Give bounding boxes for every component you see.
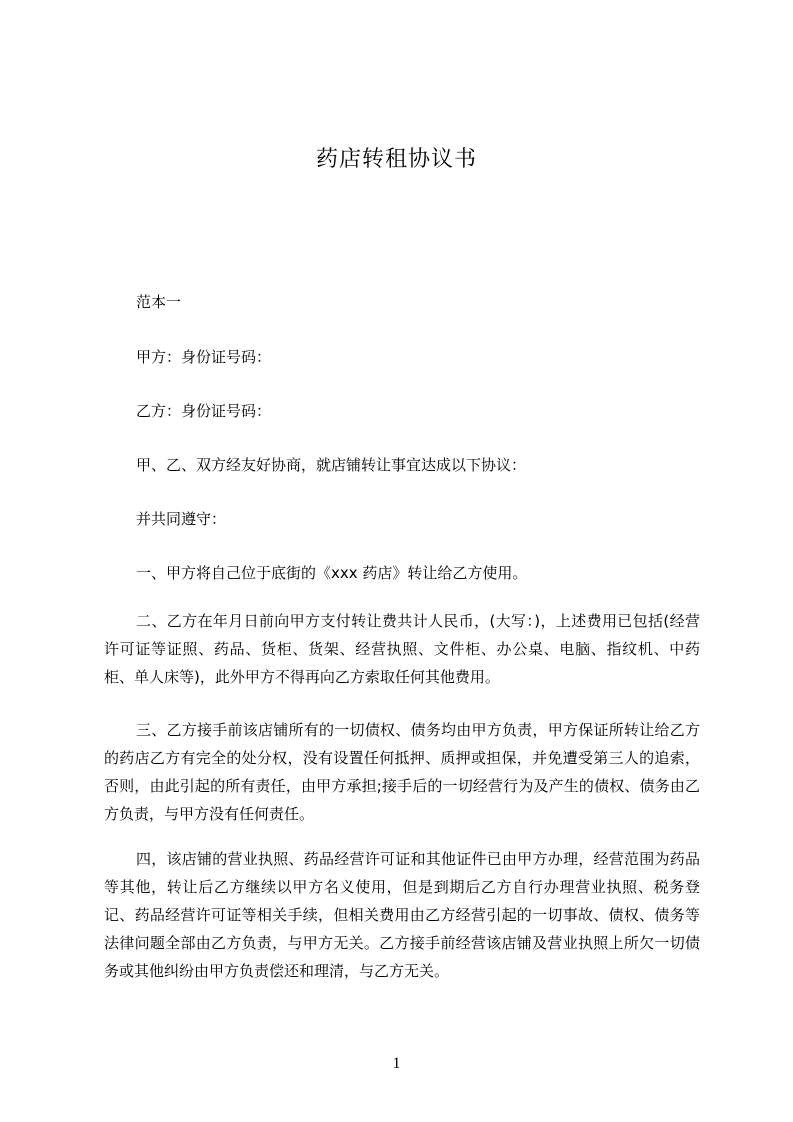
clause-3: 三、乙方接手前该店铺所有的一切债权、债务均由甲方负责，甲方保证所转让给乙方的药店乙方有完全的处分权，没有设置任何抵押、质押或担保，并免遭受第三人的追索，否则，由此引起的所有责任，由甲方承担;接手后的一切经营行为及产生的债权、债务由乙方负责，与甲方没有任何责任。 (104, 721, 700, 823)
clause-2: 二、乙方在年月日前向甲方支付转让费共计人民币，(大写：)，上述费用已包括(经营许可证等证照、药品、货柜、货架、经营执照、文件柜、办公桌、电脑、指纹机、中药柜、单人床等)，此外甲方不得再向乙方索取任何其他费用。 (104, 612, 700, 686)
clause-1: 一、甲方将自己位于底街的《xxx 药店》转让给乙方使用。 (136, 564, 528, 582)
party-b-line: 乙方：身份证号码： (136, 402, 272, 420)
observe-line: 并共同遵守： (136, 510, 227, 528)
document-title: 药店转租协议书 (315, 147, 477, 172)
intro-line: 甲、乙、双方经友好协商，就店铺转让事宜达成以下协议： (136, 456, 527, 474)
page-number: 1 (392, 1055, 401, 1072)
party-a-line: 甲方：身份证号码： (136, 348, 272, 366)
template-label: 范本一 (136, 293, 182, 311)
clause-4: 四，该店铺的营业执照、药品经营许可证和其他证件已由甲方办理，经营范围为药品等其他，转让后乙方继续以甲方名义使用，但是到期后乙方自行办理营业执照、税务登记、药品经营许可证等相关手续，但相关费用由乙方经营引起的一切事故、债权、债务等法律问题全部由乙方负责，与甲方无关。乙方接手前经营该店铺及营业执照上所欠一切债务或其他纠纷由甲方负责偿还和理清，与乙方无关。 (104, 850, 700, 980)
